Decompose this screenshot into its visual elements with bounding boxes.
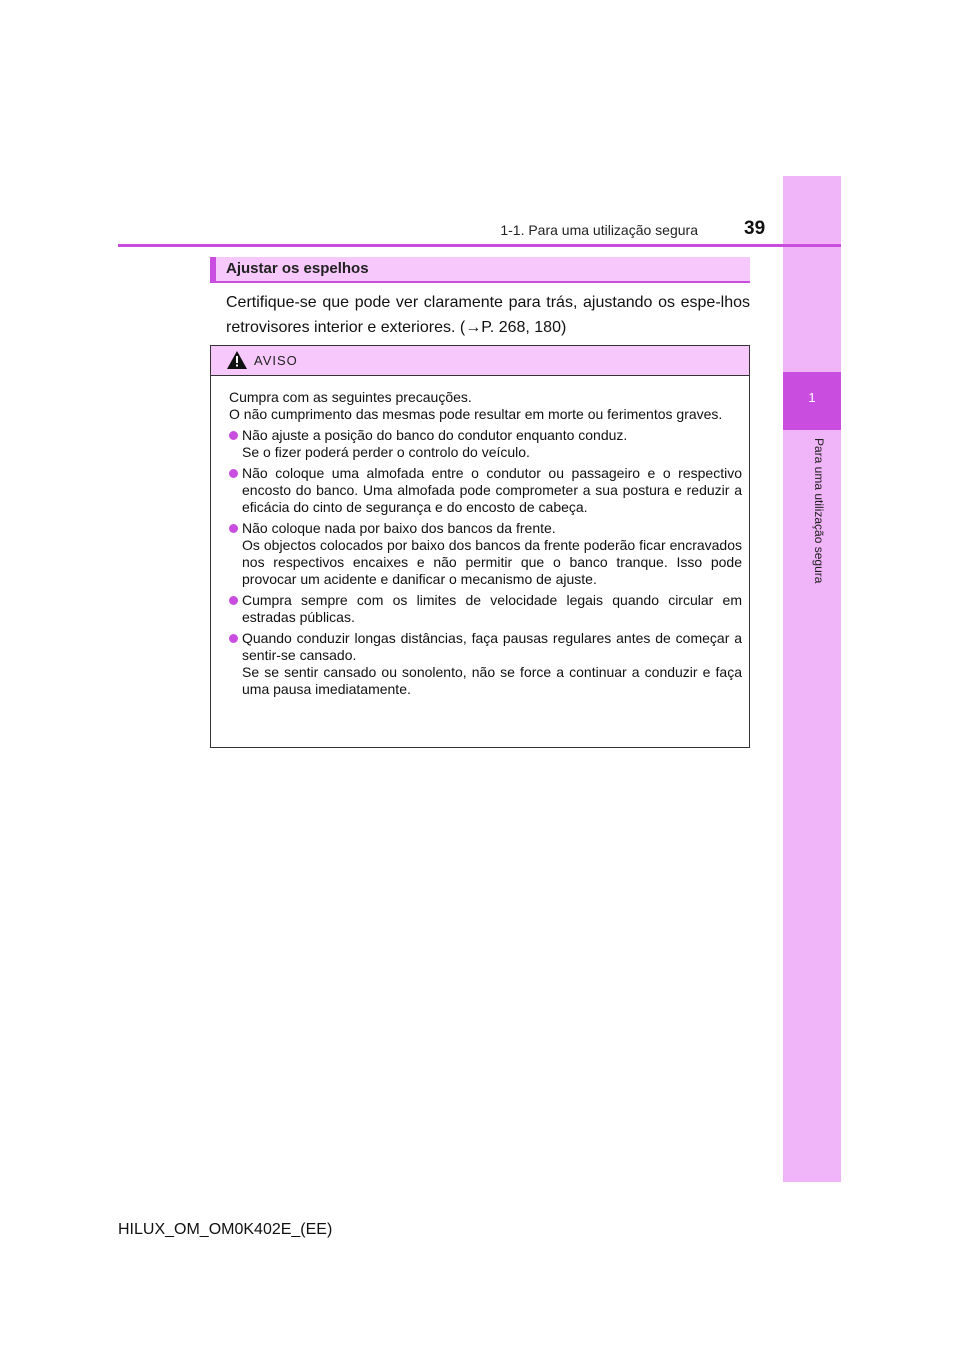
warning-triangle-icon	[227, 351, 247, 369]
running-header: 1-1. Para uma utilização segura	[500, 222, 698, 238]
warning-label: AVISO	[254, 353, 298, 368]
section-heading: Ajustar os espelhos	[210, 257, 750, 283]
warning-bullet	[229, 520, 742, 588]
warning-intro-1: Cumpra com as seguintes precauções.	[229, 389, 472, 405]
warning-box	[210, 345, 750, 748]
warning-bullet	[229, 427, 742, 461]
warning-bullet	[229, 465, 742, 516]
warning-bullet	[229, 630, 742, 698]
warning-intro-2: O não cumprimento das mesmas pode resultar em morte ou ferimentos graves.	[229, 406, 723, 422]
bullet-text: Se se sentir cansado ou sonolento, não se force a continuar a conduzir e faça uma pausa imediatamente.	[242, 664, 742, 697]
bullet-text: Os objectos colocados por baixo dos bancos da frente poderão ficar encravados nos respectivos encaixes e não permitir que o banco tranque. Isso pode provocar um acidente e danificar o mecanismo de ajuste.	[242, 537, 742, 587]
bullet-text: Não coloque uma almofada entre o condutor ou passageiro e o respectivo encosto do banco. Uma almofada pode comprometer a sua postura e reduzir a eficácia do cinto de segurança e do encosto de cabeça.	[242, 465, 742, 515]
warning-header	[211, 346, 749, 376]
bullet-text: Se o fizer poderá perder o controlo do veículo.	[242, 444, 530, 460]
warning-bullet	[229, 592, 742, 626]
chapter-label: Para uma utilização segura	[812, 438, 826, 584]
chapter-side-tab	[783, 176, 841, 1182]
page-number: 39	[744, 218, 766, 239]
warning-body	[211, 376, 749, 698]
chapter-number: 1	[783, 372, 841, 430]
document-code: HILUX_OM_OM0K402E_(EE)	[118, 1221, 333, 1238]
bullet-text: Quando conduzir longas distâncias, faça pausas regulares antes de começar a sentir-se cansado.	[242, 630, 742, 663]
section-intro: Certifique-se que pode ver claramente para trás, ajustando os espe-lhos retrovisores interior e exteriores. (→P. 268, 180)	[226, 294, 750, 336]
header-divider	[118, 244, 841, 247]
bullet-text: Não coloque nada por baixo dos bancos da frente.	[242, 520, 556, 536]
bullet-text: Não ajuste a posição do banco do condutor enquanto conduz.	[242, 427, 628, 443]
bullet-text: Cumpra sempre com os limites de velocidade legais quando circular em estradas públicas.	[242, 592, 742, 625]
